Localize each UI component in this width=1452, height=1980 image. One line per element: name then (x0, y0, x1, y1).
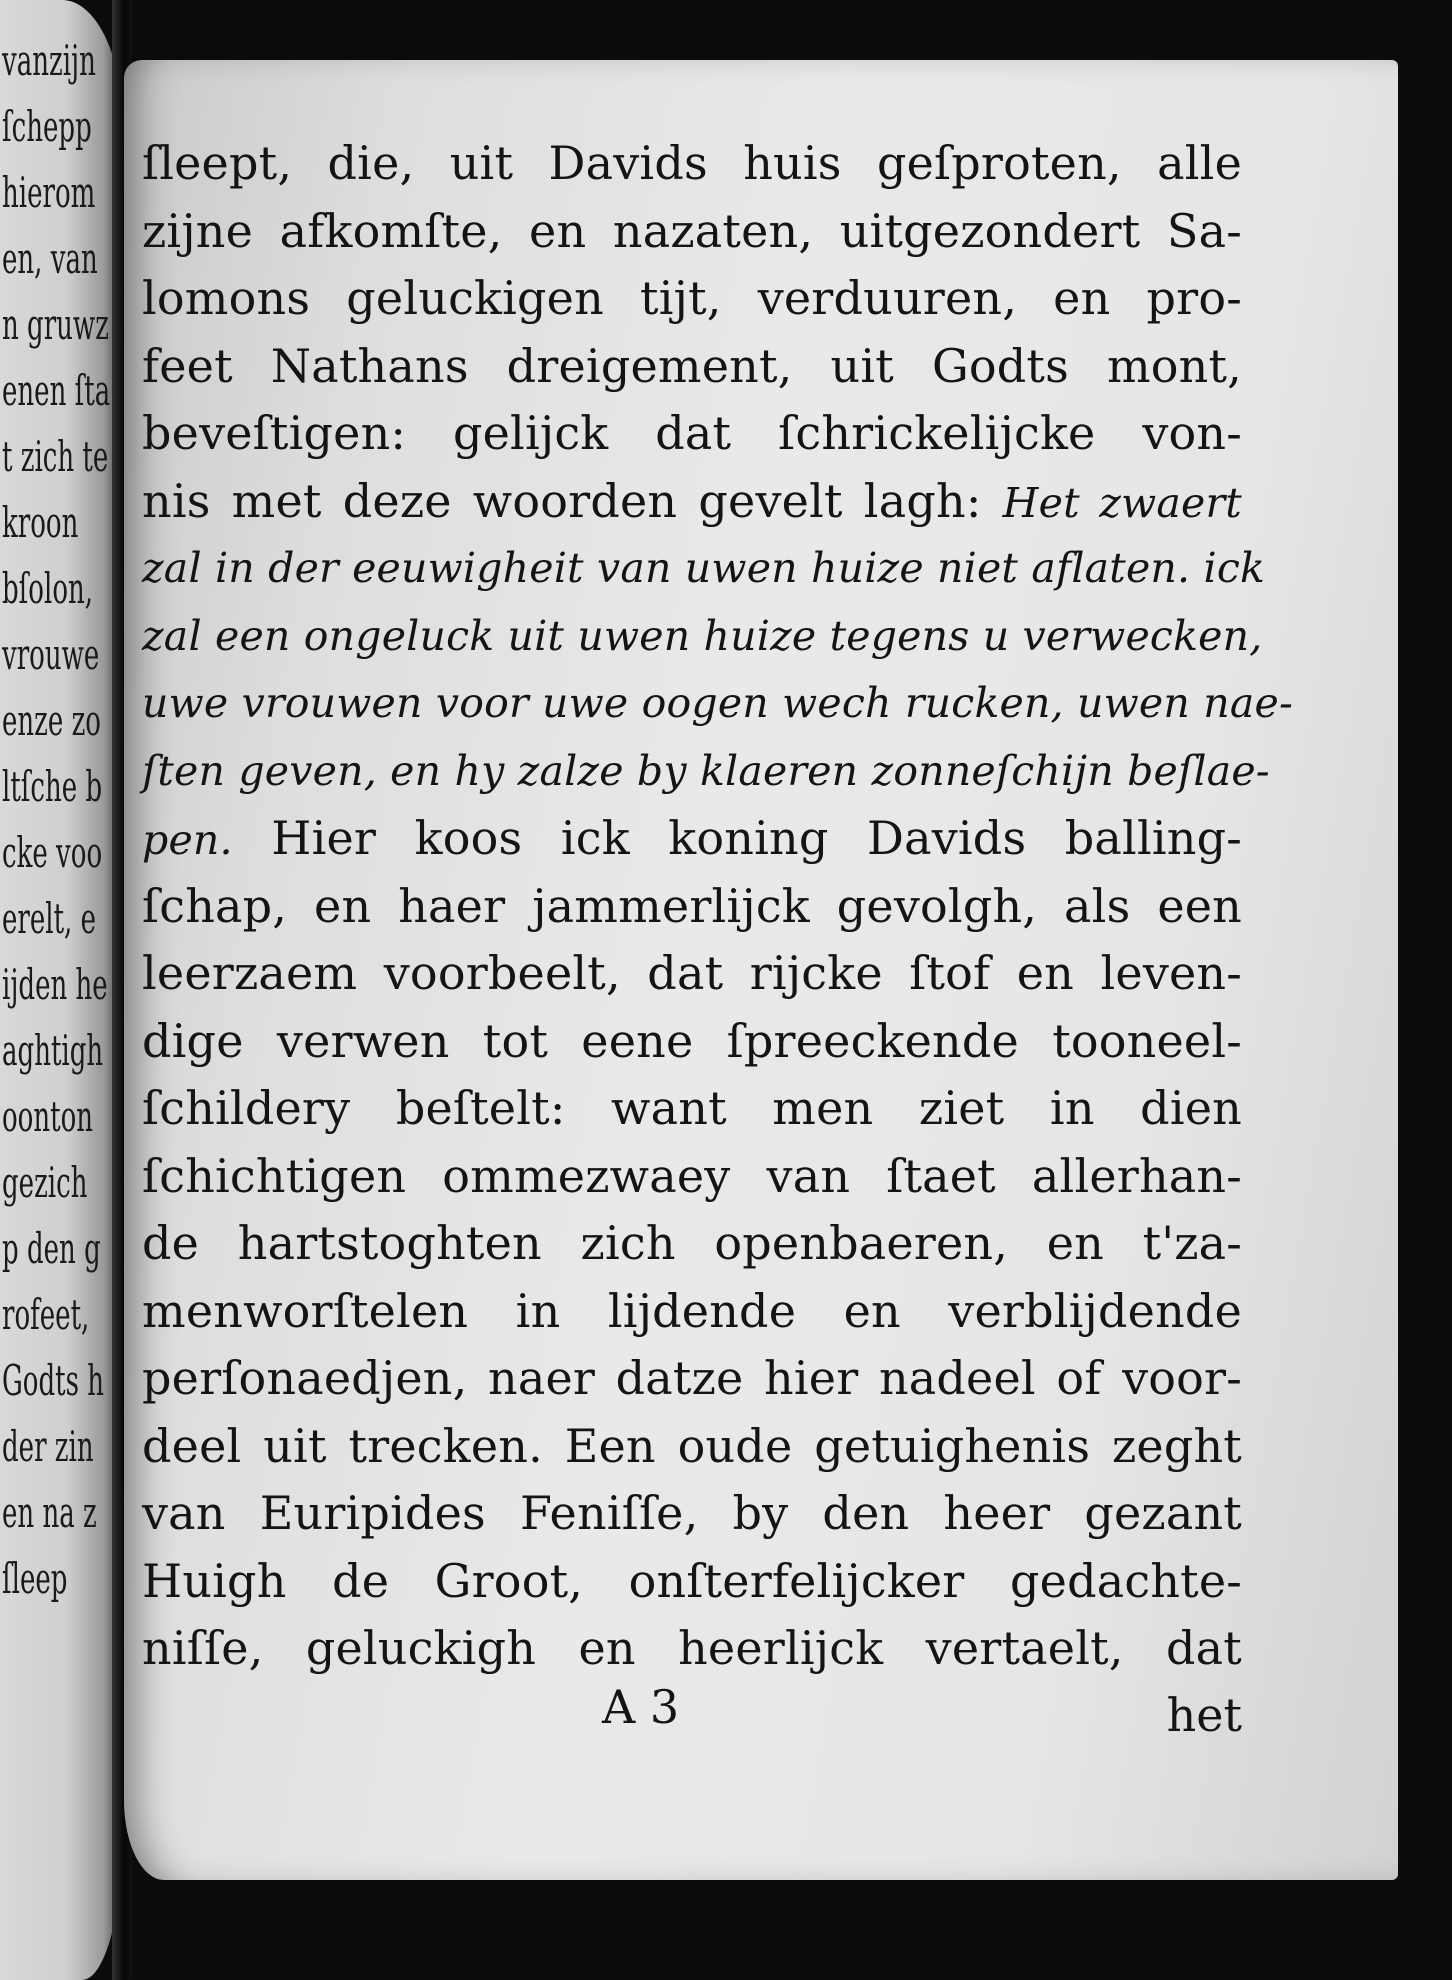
line-text: ſten geven, en hy zalze by klaeren zonneſchijn beſlae- (142, 746, 1270, 795)
line-text: leerzaem voorbeelt, dat rijcke ſtof en leven- (142, 946, 1242, 1000)
left-page-line: en na z (2, 1488, 97, 1537)
left-page-line: ſchepp (2, 102, 92, 151)
line-text: lomons geluckigen tijt, verduuren, en pro- (142, 271, 1242, 325)
line-text: beveſtigen: gelijck dat ſchrickelijcke von- (142, 406, 1242, 460)
left-page-line: der zin (2, 1422, 94, 1471)
left-page-line: vanzijn (2, 36, 96, 85)
line-text: van Euripides Feniſſe, by den heer gezant (142, 1486, 1242, 1540)
left-page-line: vrouwe (2, 630, 100, 679)
text-line (142, 400, 1242, 468)
left-page-line: p den g (2, 1224, 101, 1273)
left-page-line: Godts h (2, 1356, 105, 1405)
line-text: niſſe, geluckigh en heerlijck vertaelt, dat (142, 1621, 1242, 1675)
line-text: ſchap, en haer jammerlijck gevolgh, als een (142, 878, 1242, 933)
left-facing-page (0, 0, 122, 1980)
line-text: uwe vrouwen voor uwe oogen wech rucken, uwen nae- (142, 679, 1293, 727)
left-page-line: n gruwz (2, 300, 109, 349)
text-line (142, 130, 1242, 198)
text-line (142, 1210, 1242, 1278)
left-page-line: ltſche b (2, 762, 103, 811)
left-page-line: ſleep (2, 1554, 68, 1603)
text-line (142, 1075, 1242, 1143)
left-page-line: hierom (2, 168, 96, 217)
text-line (142, 940, 1242, 1008)
line-text: Hier koos ick koning Davids balling- (271, 811, 1242, 865)
left-page-line: enze zo (2, 696, 101, 745)
italic-segment: Het zwaert (1002, 478, 1242, 527)
text-line (142, 670, 1293, 738)
text-line (142, 1143, 1242, 1211)
left-page-text (2, 28, 110, 1612)
text-line (142, 1413, 1242, 1481)
signature-mark: A 3 (602, 1680, 680, 1734)
line-text: feet Nathans dreigement, uit Godts mont, (142, 338, 1242, 393)
page-footer (142, 1680, 1242, 1750)
left-page-line: rofeet, (2, 1290, 90, 1339)
text-line (142, 738, 1270, 806)
line-text: perſonaedjen, naer datze hier nadeel of voor- (142, 1351, 1242, 1405)
catchword: het (1166, 1688, 1242, 1742)
text-line (142, 468, 1242, 536)
line-text: menworſtelen in lijdende en verblijdende (142, 1283, 1242, 1338)
line-text: dige verwen tot eene ſpreeckende tooneel- (142, 1013, 1242, 1068)
text-line (142, 1008, 1242, 1076)
line-text: ſchildery beſtelt: want men ziet in dien (142, 1081, 1242, 1135)
left-page-line: aghtigh (2, 1026, 104, 1075)
text-line (142, 873, 1242, 941)
line-text: Huigh de Groot, onſterfelijcker gedachte- (142, 1553, 1242, 1608)
left-page-line: erelt, e (2, 894, 97, 943)
left-page-line: cke voo (2, 828, 103, 877)
line-text: de hartstoghten zich openbaeren, en t'za- (142, 1216, 1242, 1270)
text-line (142, 265, 1242, 333)
text-line (142, 603, 1263, 671)
text-line (142, 1480, 1242, 1548)
line-text: ſleept, die, uit Davids huis geſproten, alle (142, 136, 1242, 190)
text-line (142, 1615, 1242, 1683)
right-page (124, 60, 1398, 1880)
line-text: zal een ongeluck uit uwen huize tegens u verwecken, (142, 611, 1263, 660)
left-page-line: kroon (2, 498, 79, 547)
text-line (142, 198, 1242, 266)
text-line (142, 1345, 1242, 1413)
italic-segment: pen. (142, 816, 233, 864)
text-line (142, 1278, 1242, 1346)
line-text: zijne afkomſte, en nazaten, uitgezondert Sa- (142, 203, 1242, 258)
line-text: zal in der eeuwigheit van uwen huize niet aflaten. ick (142, 544, 1266, 592)
left-page-line: en, van (2, 234, 98, 283)
line-text: deel uit trecken. Een oude getuighenis zeght (142, 1418, 1242, 1473)
line-text: ſchichtigen ommezwaey van ſtaet allerhan- (142, 1148, 1242, 1203)
left-page-line: oonton (2, 1092, 94, 1141)
left-page-line: gezich (2, 1158, 88, 1207)
left-page-line: enen ſta (2, 366, 111, 415)
line-text: nis met deze woorden gevelt lagh: (142, 473, 982, 528)
left-page-line: t zich te (2, 432, 109, 481)
text-line (142, 333, 1242, 401)
text-line (142, 1548, 1242, 1616)
left-page-line: bſolon, (2, 564, 94, 613)
left-page-line: ijden he (2, 960, 108, 1009)
text-line (142, 805, 1242, 873)
text-line (142, 535, 1266, 603)
body-text (142, 130, 1293, 1683)
